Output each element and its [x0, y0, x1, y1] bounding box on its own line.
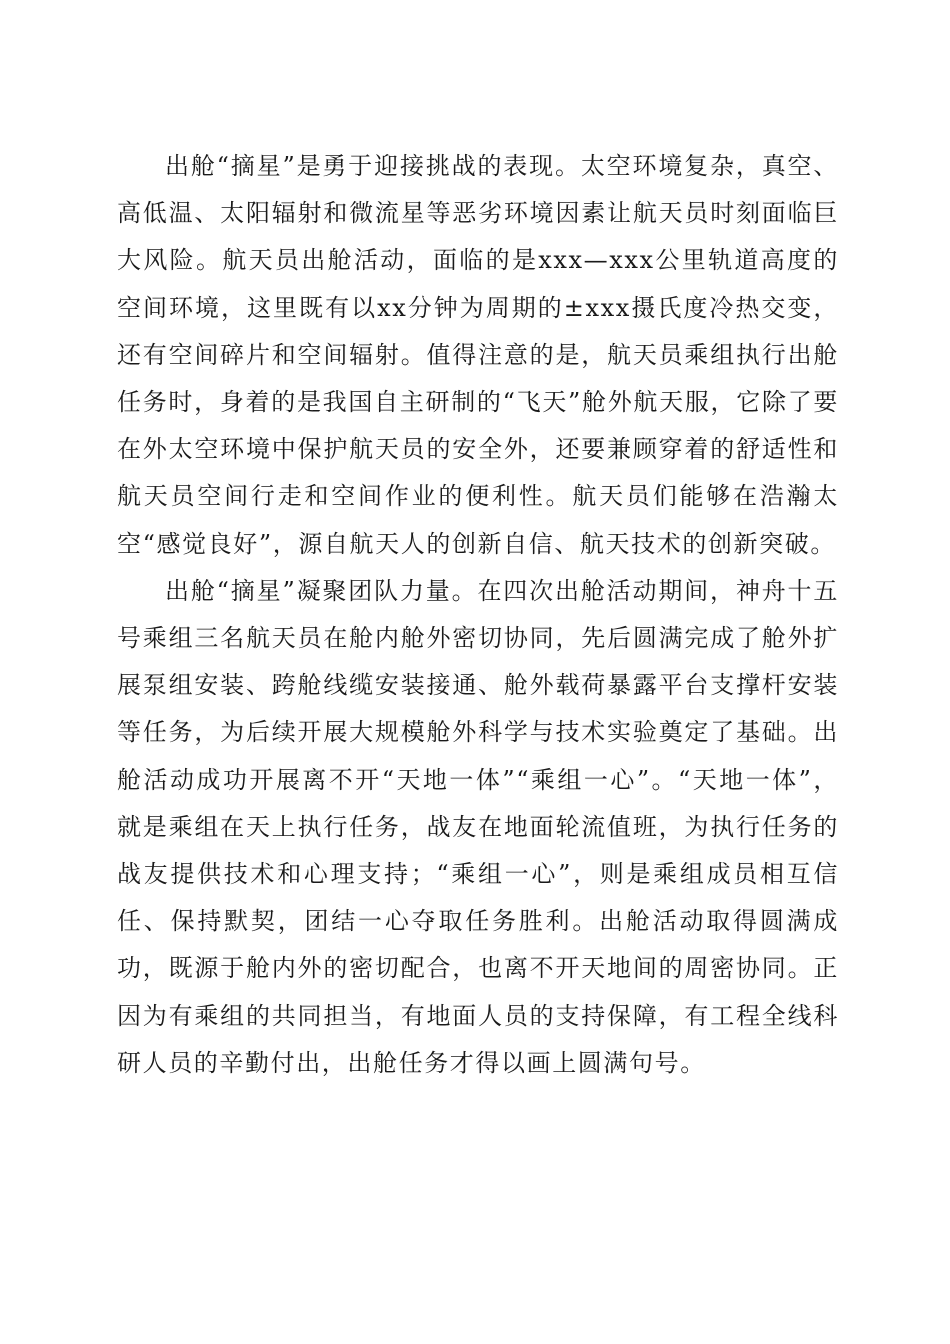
document-body — [117, 143, 839, 1087]
paragraph-eva-challenge: 出舱“摘星”是勇于迎接挑战的表现。太空环境复杂，真空、高低温、太阳辐射和微流星等恶劣环境因素让航天员时刻面临巨大风险。航天员出舱活动，面临的是xxx—xxx公里轨道高度的空间环境，这里既有以xx分钟为周期的±xxx摄氏度冷热交变，还有空间碎片和空间辐射。值得注意的是，航天员乘组执行出舱任务时，身着的是我国自主研制的“飞天”舱外航天服，它除了要在外太空环境中保护航天员的安全外，还要兼顾穿着的舒适性和航天员空间行走和空间作业的便利性。航天员们能够在浩瀚太空“感觉良好”，源自航天人的创新自信、航天技术的创新突破。 — [117, 152, 839, 558]
paragraph-eva-teamwork: 出舱“摘星”凝聚团队力量。在四次出舱活动期间，神舟十五号乘组三名航天员在舱内舱外密切协同，先后圆满完成了舱外扩展泵组安装、跨舱线缆安装接通、舱外载荷暴露平台支撑杆安装等任务，为后续开展大规模舱外科学与技术实验奠定了基础。出舱活动成功开展离不开“天地一体”“乘组一心”。“天地一体”，就是乘组在天上执行任务，战友在地面轮流值班，为执行任务的战友提供技术和心理支持；“乘组一心”，则是乘组成员相互信任、保持默契，团结一心夺取任务胜利。出舱活动取得圆满成功，既源于舱内外的密切配合，也离不开天地间的周密协同。正因为有乘组的共同担当，有地面人员的支持保障，有工程全线科研人员的辛勤付出，出舱任务才得以画上圆满句号。 — [117, 576, 839, 1077]
